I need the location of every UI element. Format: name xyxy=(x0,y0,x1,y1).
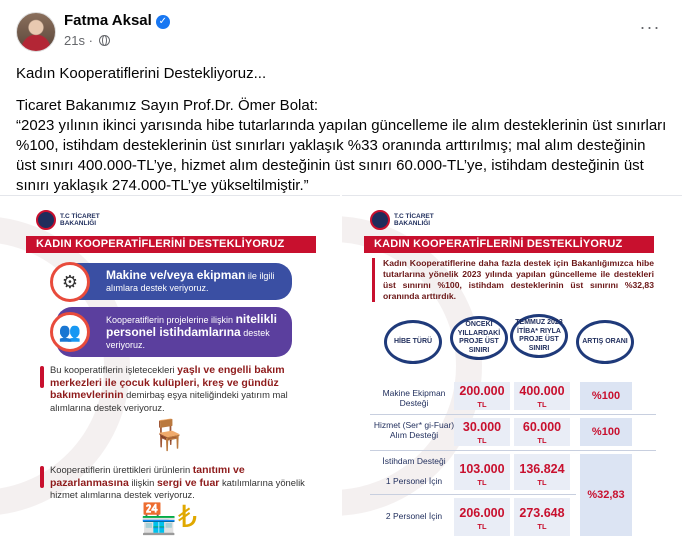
pill2-bold: nitelikli personel istihdamlarına xyxy=(106,312,277,339)
row-label: Hizmet (Ser* gi-Fuar) Alım Desteği xyxy=(373,420,455,440)
author-avatar[interactable] xyxy=(16,12,56,52)
logo-text-1: T.C TİCARET xyxy=(394,213,434,220)
ministry-logo xyxy=(36,209,100,231)
header-new-limit: TEMMUZ 2023 İTİBA* RIYLA PROJE ÜST SINIRI xyxy=(510,314,568,358)
header-previous-limit: ÖNCEKİ YILLARDAKİ PROJE ÜST SINIRI xyxy=(450,316,508,360)
support-pill-personnel xyxy=(56,307,292,357)
support-pill-machinery xyxy=(56,263,292,300)
image-banner: KADIN KOOPERATİFLERİNİ DESTEKLİYORUZ xyxy=(364,236,654,253)
cell-unit: TL xyxy=(477,436,487,445)
pill1-bold: Makine ve/veya ekipman xyxy=(106,268,246,282)
bullet-care-centers xyxy=(40,364,308,414)
post-text xyxy=(16,64,668,196)
logo-text-2: BAKANLIĞI xyxy=(60,220,97,227)
globe-icon xyxy=(99,35,110,46)
row-divider xyxy=(370,494,576,495)
more-options-button[interactable]: ··· xyxy=(639,17,661,37)
cell-value: 400.000 xyxy=(519,384,565,398)
post-header xyxy=(12,10,670,52)
cell-new xyxy=(514,454,570,490)
post-quote: “2023 yılının ikinci yarısında hibe tutarlarında yapılan güncelleme ile alım desteklerinin üst sınırları %100, istihdam desteklerinin üst sınırları yaklaşık %33 oranında arttırılmış; mal alım desteğinin üst sınırı 400.000-TL’ye, hizmet alım desteğinin üst sınırı 60.000-TL’ye, istihdam desteğinin üst sınırı yaklaşık 274.000-TL’ye yükseltilmiştir.” xyxy=(16,117,667,194)
pill1-text: ile ilgili alımlara destek veriyoruz. xyxy=(106,271,275,293)
post-image-right[interactable] xyxy=(342,195,682,541)
cell-new xyxy=(514,498,570,536)
row-label: 1 Personel İçin xyxy=(385,476,443,486)
cell-unit: TL xyxy=(537,522,547,531)
b2-pre: Kooperatiflerin ürettikleri ürünlerin xyxy=(50,464,193,475)
row-label: Makine Ekipman Desteği xyxy=(382,388,446,408)
logo-text-1: T.C TİCARET xyxy=(60,213,100,220)
row-label: 2 Personel İçin xyxy=(385,511,443,521)
author-name[interactable]: Fatma Aksal ✓ xyxy=(64,12,170,29)
post-time[interactable]: 21s xyxy=(64,33,85,48)
post-headline: Kadın Kooperatiflerini Destekliyoruz... xyxy=(16,65,267,82)
cell-rate: %32,83 xyxy=(580,454,632,536)
cell-new xyxy=(514,382,570,410)
cell-rate: %100 xyxy=(580,382,632,410)
verified-badge-icon: ✓ xyxy=(156,15,170,29)
pill2-text: destek veriyoruz. xyxy=(106,328,270,350)
cell-value: 136.824 xyxy=(519,462,565,476)
gears-icon: ⚙ xyxy=(50,262,90,302)
cell-unit: TL xyxy=(477,400,487,409)
bullet-fairs xyxy=(40,464,308,502)
b2-bold: tanıtımı ve pazarlanmasına xyxy=(50,464,245,489)
lira-icon: ₺ xyxy=(178,501,198,534)
b2-bold2: sergi ve fuar xyxy=(156,476,220,489)
b2-rest: katılımlarına yönelik hizmet alımlarına destek veriyoruz. xyxy=(50,476,305,500)
cell-rate: %100 xyxy=(580,418,632,446)
image-banner: KADIN KOOPERATİFLERİNİ DESTEKLİYORUZ xyxy=(26,236,316,253)
cell-value: 60.000 xyxy=(522,420,562,434)
b1-bold: yaşlı ve engelli bakım merkezleri ile çocuk kulüpleri, kreş ve gündüz bakımevlerinin xyxy=(50,364,285,401)
ministry-emblem-icon xyxy=(370,210,390,230)
cell-value: 206.000 xyxy=(459,506,505,520)
cell-value: 273.648 xyxy=(519,506,565,520)
b1-pre: Bu kooperatiflerin işletecekleri xyxy=(50,364,178,375)
cell-old xyxy=(454,498,510,536)
people-icon: 👥 xyxy=(50,312,90,352)
row-divider xyxy=(370,414,656,415)
cell-unit: TL xyxy=(537,436,547,445)
ministry-emblem-icon xyxy=(36,210,56,230)
logo-text-2: BAKANLIĞI xyxy=(394,220,431,227)
post-intro: Ticaret Bakanımız Sayın Prof.Dr. Ömer Bolat: xyxy=(16,97,319,114)
cell-unit: TL xyxy=(477,522,487,531)
header-increase-rate: ARTIŞ ORANI xyxy=(576,320,634,364)
table-intro: Kadın Kooperatiflerine daha fazla destek için Bakanlığımızca hibe tutarlarına yönelik 2023 yılında yapılan güncelleme ile destekleri üst sınırını %100, istihdam desteklerinin üst sınırını %32,83 oranında arttırdık. xyxy=(372,258,654,302)
furniture-icon: 🪑 xyxy=(150,419,188,452)
row-label: İstihdam Desteği xyxy=(382,456,446,466)
cell-new xyxy=(514,418,570,446)
cell-value: 103.000 xyxy=(459,462,505,476)
b2-mid: ilişkin xyxy=(128,476,157,488)
cell-old xyxy=(454,382,510,410)
market-stall-icon: 🏪 xyxy=(140,503,178,536)
header-grant-type: HİBE TÜRÜ xyxy=(384,320,442,364)
cell-value: 30.000 xyxy=(462,420,502,434)
ministry-logo xyxy=(370,209,434,231)
post-meta: 21s · xyxy=(64,33,110,48)
b1-rest: demirbaş eşya niteliğindeki yatırım mal alımlarına destek veriyoruz. xyxy=(50,389,288,413)
cell-old xyxy=(454,454,510,490)
cell-old xyxy=(454,418,510,446)
cell-value: 200.000 xyxy=(459,384,505,398)
pill2-pre: Kooperatiflerin projelerine ilişkin xyxy=(106,315,236,325)
cell-unit: TL xyxy=(477,478,487,487)
row-divider xyxy=(370,450,656,451)
post-image-left[interactable] xyxy=(0,195,340,541)
cell-unit: TL xyxy=(537,478,547,487)
cell-unit: TL xyxy=(537,400,547,409)
